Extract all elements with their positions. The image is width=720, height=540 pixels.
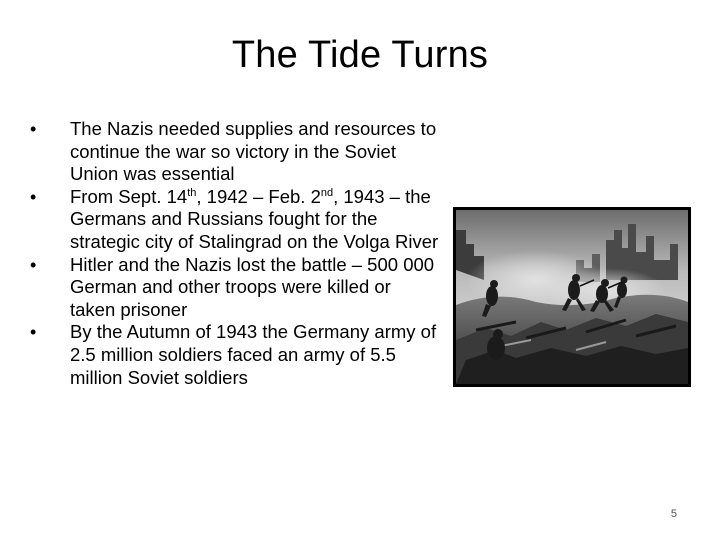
bullet-item — [30, 118, 440, 186]
bullet-item — [30, 186, 440, 254]
bullet-marker: • — [30, 322, 37, 343]
bullet-text: , 1942 – Feb. 2 — [196, 185, 321, 207]
bullet-text: From Sept. 14 — [70, 185, 188, 207]
slide-title: The Tide Turns — [231, 34, 489, 76]
bullet-item — [30, 254, 440, 322]
ordinal-suffix: th — [187, 186, 197, 199]
bullet-text: The Nazis needed supplies and resources to continue the war so victory in the Soviet Union was essential — [70, 118, 437, 185]
bullet-marker: • — [30, 186, 37, 207]
bullet-list — [30, 118, 440, 389]
bullet-marker: • — [30, 119, 37, 139]
bullet-text: Hitler and the Nazis lost the battle – 500 000 German and other troops were killed or taken prisoner — [70, 253, 435, 320]
battle-photo — [453, 207, 691, 387]
battle-photo-image — [456, 210, 688, 384]
bullet-marker: • — [30, 254, 37, 275]
bullet-text: , 1943 – the Germans and Russians fought for the strategic city of Stalingrad on the Volga River — [70, 185, 439, 252]
ordinal-suffix: nd — [320, 186, 334, 199]
bullet-item — [30, 321, 440, 389]
bullet-text: By the Autumn of 1943 the Germany army of 2.5 million soldiers faced an army of 5.5 million Soviet soldiers — [70, 321, 437, 388]
page-number: 5 — [670, 508, 677, 520]
